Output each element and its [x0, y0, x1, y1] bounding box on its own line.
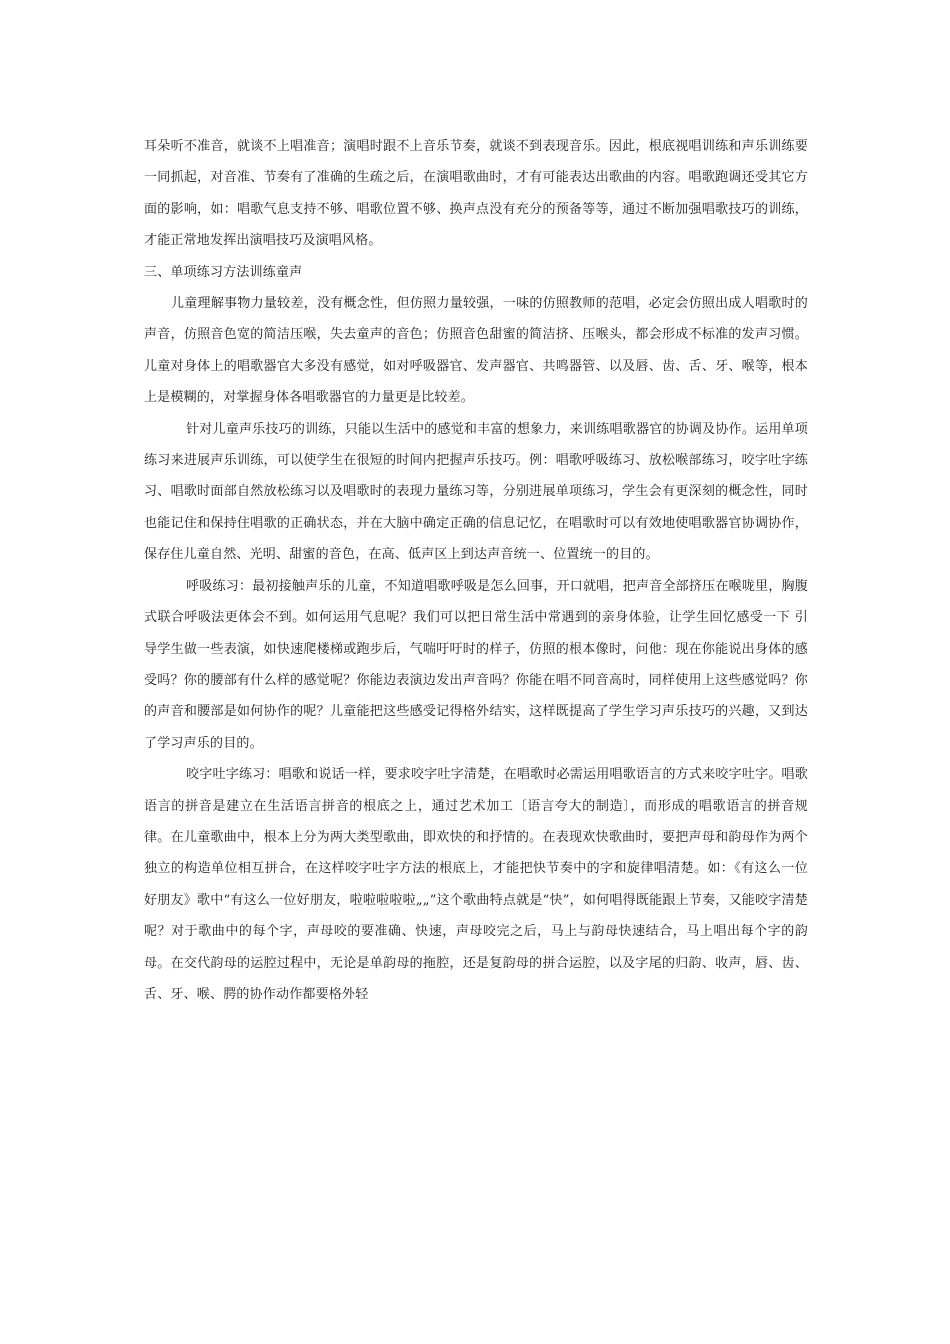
paragraph: 咬字吐字练习：唱歌和说话一样，要求咬字吐字清楚，在唱歌时必需运用唱歌语言的方式来咬字吐字。唱歌语言的拼音是建立在生活语言拼音的根底之上，通过艺术加工〔语言夸大的制造〕，而形成的唱歌语言的拼音规律。在儿童歌曲中，根本上分为两大类型歌曲，即欢快的和抒情的。在表现欢快歌曲时，要把声母和韵母作为两个独立的构造单位相互拼合，在这样咬字吐字方法的根底上，才能把快节奏中的字和旋律唱清楚。如：《有这么一位好朋友》歌中“有这么一位好朋友，啦啦啦啦啦„„”这个歌曲特点就是“快”，如何唱得既能跟上节奏，又能咬字清楚呢？对于歌曲中的每个字，声母咬的要准确、快速，声母咬完之后，马上与韵母快速结合，马上唱出每个字的韵母。在交代韵母的运腔过程中，无论是单韵母的拖腔，还是复韵母的拼合运腔，以及字尾的归韵、收声，唇、齿、舌、牙、喉、腭的协作动作都要格外轻: [144, 767, 808, 1002]
paragraph: 呼吸练习：最初接触声乐的儿童，不知道唱歌呼吸是怎么回事，开口就唱，把声音全部挤压在喉咙里，胸腹式联合呼吸法更体会不到。如何运用气息呢？我们可以把日常生活中常遇到的亲身体验，让学生回忆感受一下 引导学生做一些表演，如快速爬楼梯或跑步后，气喘吁吁时的样子，仿照的根本像时，问他：现在你能说出身体的感受吗？你的腰部有什么样的感觉呢？你能边表演边发出声音吗？你能在唱不同音高时，同样使用上这些感觉吗？你的声音和腰部是如何协作的呢？儿童能把这些感受记得格外结实，这样既提高了学生学习声乐技巧的兴趣，又到达了学习声乐的目的。: [144, 578, 808, 751]
paragraph: 儿童理解事物力量较差，没有概念性，但仿照力量较强，一味的仿照教师的范唱，必定会仿照出成人唱歌时的声音，仿照音色宽的简洁压喉，失去童声的音色；仿照音色甜蜜的简洁挤、压喉头，都会形成不标准的发声习惯。儿童对身体上的唱歌器官大多没有感觉，如对呼吸器官、发声器官、共鸣器管、以及唇、齿、舌、牙、喉等，根本上是模糊的，对掌握身体各唱歌器官的力量更是比较差。: [144, 296, 808, 406]
section-heading: 三、单项练习方法训练童声: [144, 264, 303, 280]
document-body: [144, 131, 808, 1010]
paragraph-continuation: 耳朵听不准音，就谈不上唱准音；演唱时跟不上音乐节奏，就谈不到表现音乐。因此，根底视唱训练和声乐训练要一同抓起，对音准、节奏有了准确的生疏之后，在演唱歌曲时，才有可能表达出歌曲的内容。唱歌跑调还受其它方面的影响，如：唱歌气息支持不够、唱歌位置不够、换声点没有充分的预备等等，通过不断加强唱歌技巧的训练，才能正常地发挥出演唱技巧及演唱风格。: [144, 139, 808, 249]
paragraph: 针对儿童声乐技巧的训练，只能以生活中的感觉和丰富的想象力，来训练唱歌器官的协调及协作。运用单项练习来进展声乐训练，可以使学生在很短的时间内把握声乐技巧。例：唱歌呼吸练习、放松喉部练习，咬字吐字练习、唱歌时面部自然放松练习以及唱歌时的表现力量练习等，分别进展单项练习，学生会有更深刻的概念性，同时也能记住和保持住唱歌的正确状态，并在大脑中确定正确的信息记忆，在唱歌时可以有效地使唱歌器官协调协作，保存住儿童自然、光明、甜蜜的音色，在高、低声区上到达声音统一、位置统一的目的。: [144, 421, 808, 563]
